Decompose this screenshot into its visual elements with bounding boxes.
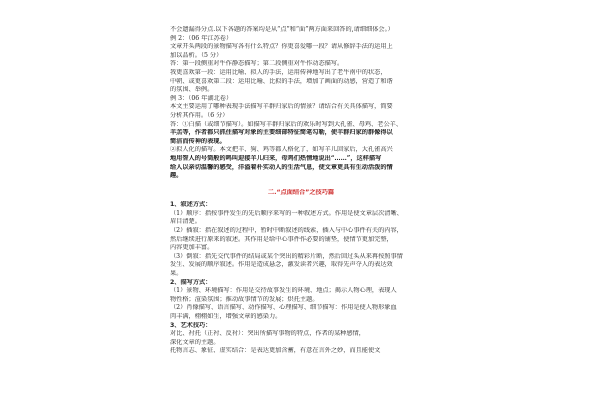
- text-line: 对比、衬托（正衬、反衬）：突出所描写事物的特点，作者的某种感情，: [170, 330, 365, 338]
- part1-block: [170, 26, 432, 181]
- answer-line: 答：第一段侧重对牛作静态描写；第二段侧重对牛作动态描写。: [170, 60, 344, 68]
- text-line: 中朝、或更喜欢第二段：运用比喻、比拟的手法，增加了画面的动感，营造了和谐: [170, 77, 393, 85]
- text-line: 肉丰满，栩栩如生，增强文章的感染力。: [170, 313, 282, 320]
- text-line: （1）景物、环境描写：作用是交待故事发生的环境、地点；揭示人物心理，表现人: [170, 287, 397, 295]
- part2-block: [170, 201, 432, 356]
- text-line: 我更喜欢第一段：运用比喻、拟人的手法，运用传神地写出了老牛南中的状态，: [170, 68, 387, 76]
- text-line: 深化文章的主题。: [170, 338, 220, 346]
- subsection-heading: 1、叙述方式：: [170, 201, 212, 209]
- bold-answer-line: 羊羔等，作者都只抓住描写对象的主要细部特征简笔勾勒，使羊群归家的群像得以: [170, 129, 393, 137]
- text-line: 物性格；渲染氛围；推动故事情节的发展；烘托主题。: [170, 295, 319, 303]
- text-line: 分析其作用。（6 分）: [170, 111, 229, 119]
- example-heading: 例 3：（06 年湖北卷）: [170, 94, 233, 102]
- document-page: [170, 26, 432, 356]
- text-line: 加以品析。（5 分）: [170, 51, 223, 59]
- answer-line: 答：①白描（或细节描写）。如描写羊群归家后的欢乐时写到大孔雀、母鸡、老公羊、: [170, 120, 403, 128]
- text-line: 果。: [170, 270, 183, 278]
- bold-answer-line: 趣。: [170, 172, 183, 180]
- text-line: 眉目清楚。: [170, 218, 201, 226]
- text-line: 的氛围、举例。: [170, 86, 214, 94]
- subsection-heading: 2、描写方式：: [170, 278, 212, 286]
- text-line: 托物言志、象征、虚实结合：是表达更加含蓄，有意在言外之妙，而且能使文: [170, 347, 381, 355]
- bold-answer-line: 给人以亲切温馨的感受，洋溢着朴实动人的生活气息，使文章更具有生动活泼的情: [170, 163, 393, 171]
- text-line: （1）顺序：指按事件发生的先后顺序来写的一种叙述方式。作用是使文章层次清晰、: [170, 209, 403, 217]
- subsection-heading: 3、艺术技巧：: [170, 321, 212, 329]
- bold-answer-line: 简洁而传神的表现。: [170, 137, 226, 145]
- text-line: 内容更加丰富。: [170, 244, 214, 252]
- section-title: 二.“点面结合”之技巧篇: [267, 188, 335, 196]
- text-line: （2）肖像描写、语言描写、动作描写、心理描写、细节描写：作用是使人物形象血: [170, 304, 397, 312]
- answer-line: ②拟人化的描写。本文把羊、狗、鸡等都人格化了，如写羊儿回家后，大孔雀高兴: [170, 146, 393, 154]
- text-line: （2）插叙：指在叙述的过程中，暂时中断叙述的线索，插入与中心事件有关的内容，: [170, 227, 403, 235]
- text-line: （3）倒叙：指先交代事件的结局或某个突出的精彩片断，然后回过头从来再按照事情: [170, 252, 403, 260]
- text-line: 不会遗漏得分点.以下各题的答案均是从“点”和“面”两方面来回答的,请细细体会。）: [170, 26, 394, 33]
- text-line: 然后继续进行原来的叙述。其作用是给中心事件作必要的铺垫，使情节更加完整，: [170, 235, 393, 243]
- text-line: 文章开头两段的景物描写各有什么特点？你更喜爱哪一段？请从修辞手法的运用上: [170, 43, 393, 51]
- example-heading: 例 2：（06 年江苏卷）: [170, 34, 233, 42]
- text-line: 发生、发展的顺序叙述。作用是造成悬念，激发读者兴趣，取得先声夺人的表达效: [170, 261, 393, 269]
- text-line: 本文主要运用了哪种表现手法描写羊群归家后的情景？请结合有关具体描写，简要: [170, 103, 393, 111]
- bold-answer-line: 地用智人的号筒般的鸣叫迎接羊儿归来，母鸡们热情地说出“……”，这样描写: [170, 154, 382, 162]
